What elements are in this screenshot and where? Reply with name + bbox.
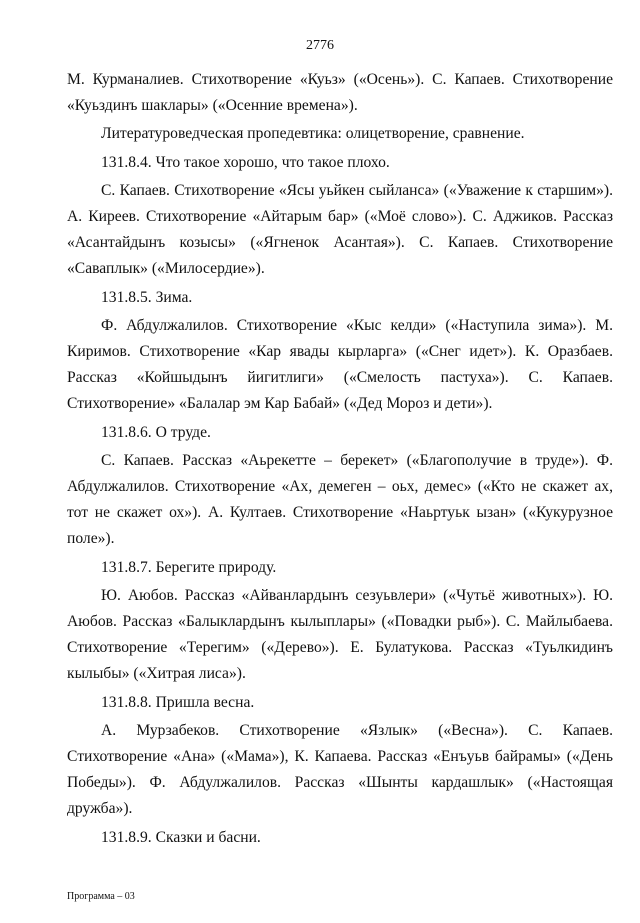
section-heading: 131.8.8. Пришла весна.	[101, 693, 255, 711]
paragraph: Ф. Абдулжалилов. Стихотворение «Кыс келди» («Наступила зима»). М. Киримов. Стихотворение «Кар явады кырларга» («Снег идет»). К. Оразбаев. Рассказ «Койшыдынъ йигитлиги» («Смелость пастуха»). С. Капаев. Стихотворение» «Балалар эм Кар Бабай» («Дед Мороз и дети»).	[67, 316, 613, 413]
section-heading: 131.8.9. Сказки и басни.	[101, 828, 261, 846]
document-body	[67, 67, 613, 853]
paragraph: Литературоведческая пропедевтика: олицетворение, сравнение.	[101, 125, 525, 143]
section-heading: 131.8.7. Берегите природу.	[101, 558, 277, 576]
paragraph: С. Капаев. Рассказ «Аьрекетте – берекет» («Благополучие в труде»). Ф. Абдулжалилов. Стихотворение «Ах, демеген – оьх, демес» («Кто не скажет ах, тот не скажет ох»). А. Култаев. Стихотворение «Наьртуьк ызан» («Кукурузное поле»).	[67, 451, 613, 548]
footer-label: Программа – 03	[67, 891, 135, 902]
section-heading: 131.8.5. Зима.	[101, 288, 193, 306]
paragraph: А. Мурзабеков. Стихотворение «Язлык» («Весна»). С. Капаев. Стихотворение «Ана» («Мама»), К. Капаева. Рассказ «Енъуьв байрамы» («День Победы»). Ф. Абдулжалилов. Рассказ «Шынты кардашлык» («Настоящая дружба»).	[67, 721, 613, 818]
paragraph: Ю. Аюбов. Рассказ «Айванлардынъ сезуьвлери» («Чутьё животных»). Ю. Аюбов. Рассказ «Балыклардынъ кылыплары» («Повадки рыб»). С. Майлыбаева. Стихотворение «Терегим» («Дерево»). Е. Булатукова. Рассказ «Туьлкидинъ кылыбы» («Хитрая лиса»).	[67, 586, 613, 683]
paragraph: С. Капаев. Стихотворение «Ясы уьйкен сыйланса» («Уважение к старшим»). А. Киреев. Стихотворение «Айтарым бар» («Моё слово»). С. Аджиков. Рассказ «Асантайдынъ козысы» («Ягненок Асантая»). С. Капаев. Стихотворение «Саваплык» («Милосердие»).	[67, 181, 613, 278]
page-number: 2776	[306, 38, 334, 53]
section-heading: 131.8.4. Что такое хорошо, что такое плохо.	[101, 153, 390, 171]
paragraph: М. Курманалиев. Стихотворение «Куьз» («Осень»). С. Капаев. Стихотворение «Куьздинъ шаклары» («Осенние времена»).	[67, 71, 613, 115]
section-heading: 131.8.6. О труде.	[101, 423, 211, 441]
